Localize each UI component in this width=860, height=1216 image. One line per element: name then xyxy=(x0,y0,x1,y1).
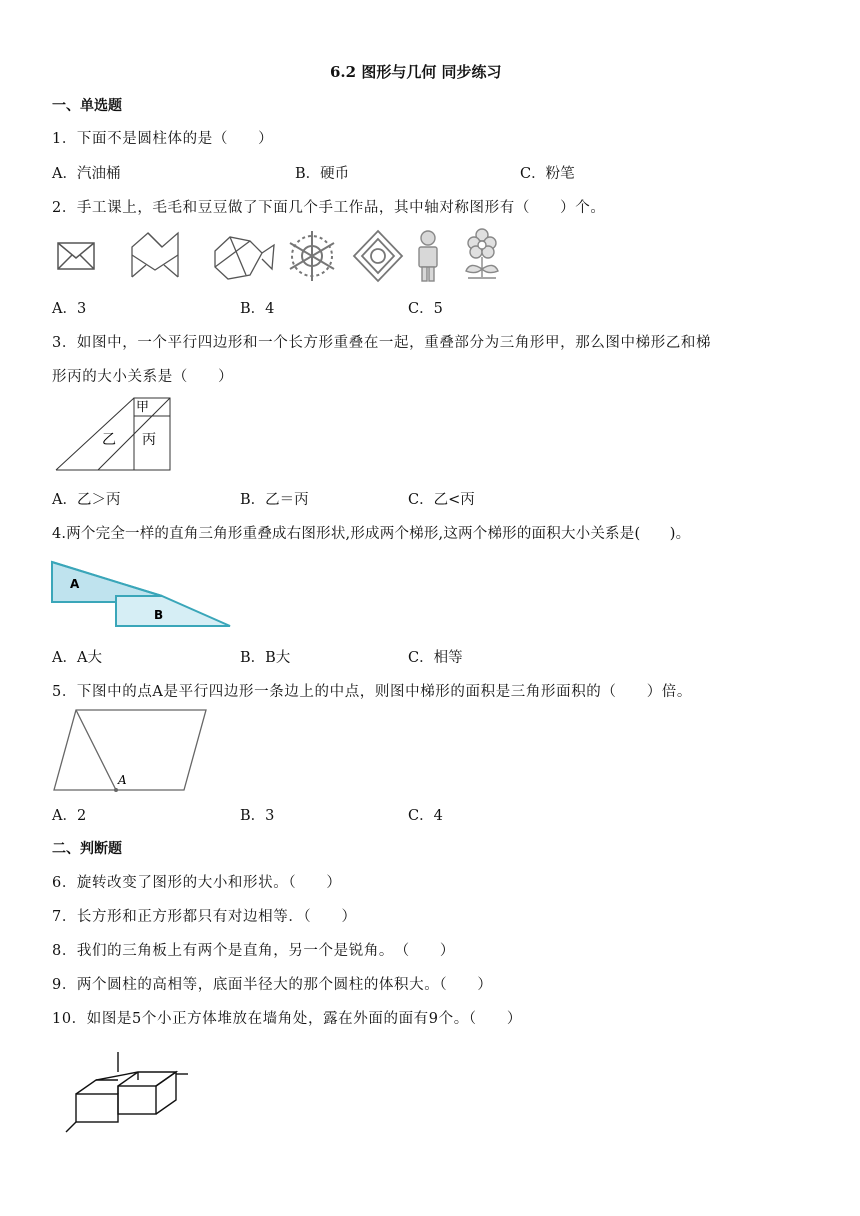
q3-label-yi: 乙 xyxy=(102,432,116,448)
q5-figure xyxy=(50,706,210,796)
person-figure xyxy=(419,231,437,281)
page-title: 6.2 图形与几何 同步练习 xyxy=(330,63,502,81)
question-9: 9．两个圆柱的高相等，底面半径大的那个圆柱的体积大。（ ） xyxy=(52,977,493,993)
question-5: 5．下图中的点A是平行四边形一条边上的中点，则图中梯形的面积是三角形面积的（ ）倍。 xyxy=(52,684,692,700)
section-heading-single-choice: 一、单选题 xyxy=(52,98,122,114)
q4-option-b: B．B大 xyxy=(240,650,291,666)
q4-figure xyxy=(50,556,235,630)
q4-label-b: B xyxy=(154,608,164,622)
q2-figure-row xyxy=(50,225,520,285)
paper-cut-snowflake-figure xyxy=(290,231,334,281)
question-1: 1．下面不是圆柱体的是（ ） xyxy=(52,131,274,147)
q2-option-c: C．5 xyxy=(408,301,443,317)
q1-option-c: C．粉笔 xyxy=(520,166,575,182)
q1-option-b: B．硬币 xyxy=(295,166,350,182)
question-3-line-1: 3．如图中，一个平行四边形和一个长方形重叠在一起，重叠部分为三角形甲，那么图中梯形乙和梯 xyxy=(52,335,712,351)
folded-house-figure xyxy=(132,233,178,277)
q2-option-a: A．3 xyxy=(52,301,87,317)
q3-label-bing: 丙 xyxy=(142,432,156,448)
envelope-figure xyxy=(58,243,94,269)
origami-fish-figure xyxy=(215,237,274,279)
q4-option-c: C．相等 xyxy=(408,650,463,666)
q1-option-a: A．汽油桶 xyxy=(52,166,121,182)
question-10: 10．如图是5个小正方体堆放在墙角处，露在外面的面有9个。（ ） xyxy=(52,1011,522,1027)
question-2: 2．手工课上，毛毛和豆豆做了下面几个手工作品，其中轴对称图形有（ ）个。 xyxy=(52,200,606,216)
q5-option-b: B．3 xyxy=(240,808,275,824)
q3-label-jia: 甲 xyxy=(136,400,150,415)
section-heading-true-false: 二、判断题 xyxy=(52,841,122,857)
diamond-paper-cut-figure xyxy=(354,231,402,281)
question-7: 7．长方形和正方形都只有对边相等．（ ） xyxy=(52,909,357,925)
q2-option-b: B．4 xyxy=(240,301,275,317)
q5-option-a: A．2 xyxy=(52,808,87,824)
q3-option-a: A．乙＞丙 xyxy=(52,492,121,508)
question-6: 6．旋转改变了图形的大小和形状。（ ） xyxy=(52,875,342,891)
q3-option-c: C．乙<丙 xyxy=(408,492,475,508)
q3-option-b: B．乙＝丙 xyxy=(240,492,309,508)
question-4: 4.两个完全一样的直角三角形重叠成右图形状,形成两个梯形,这两个梯形的面积大小关系是( )。 xyxy=(52,526,691,542)
q5-option-c: C．4 xyxy=(408,808,443,824)
flower-figure xyxy=(466,229,498,278)
q4-option-a: A．A大 xyxy=(52,650,102,666)
q3-figure xyxy=(50,394,180,474)
q4-label-a: A xyxy=(70,577,80,591)
q5-label-a: A xyxy=(118,773,127,787)
q10-cube-figure xyxy=(60,1050,200,1136)
question-8: 8．我们的三角板上有两个是直角，另一个是锐角。 （ ） xyxy=(52,943,456,959)
question-3-line-2: 形丙的大小关系是（ ） xyxy=(52,369,234,385)
